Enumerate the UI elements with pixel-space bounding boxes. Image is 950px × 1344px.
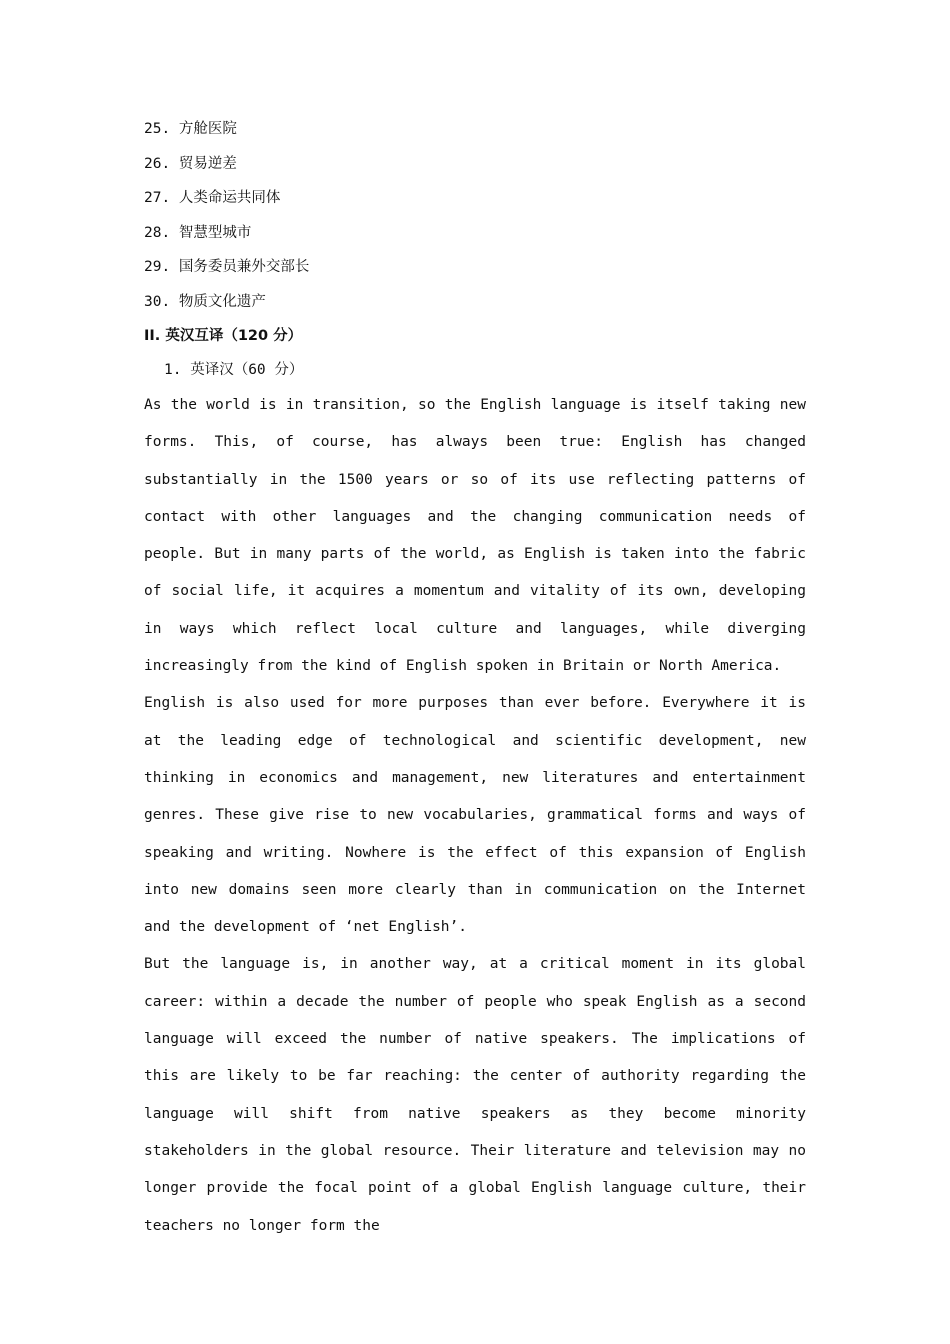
paragraph-1: As the world is in transition, so the English language is itself taking new forms. This, of course, has always been true: English has changed substantially in the 1500 years or so of its use reflecting patterns of contact with other languages and the changing communication needs of people. But in many parts of the world, as English is taken into the fabric of social life, it acquires a momentum and vitality of its own, developing in ways which reflect local culture and languages, while diverging increasingly from the kind of English spoken in Britain or North America.	[144, 397, 806, 675]
term-item-27: 27. 人类命运共同体	[144, 190, 281, 206]
term-item-29: 29. 国务委员兼外交部长	[144, 259, 310, 275]
term-item-25: 25. 方舱医院	[144, 121, 237, 137]
sub-heading: 1. 英译汉（60 分）	[164, 362, 304, 378]
term-item-28: 28. 智慧型城市	[144, 224, 252, 241]
document-page	[144, 112, 806, 1245]
paragraph-2: English is also used for more purposes than ever before. Everywhere it is at the leading edge of technological and scientific development, new thinking in economics and management, new literatures and entertainment genres. These give rise to new vocabularies, grammatical forms and ways of speaking and writing. Nowhere is the effect of this expansion of English into new domains seen more clearly than in communication on the Internet and the development of ‘net English’.	[144, 695, 806, 936]
term-item-30: 30. 物质文化遗产	[144, 293, 266, 310]
term-item-26: 26. 贸易逆差	[144, 155, 237, 172]
paragraph-3: But the language is, in another way, at a critical moment in its global career: within a decade the number of people who speak English as a second language will exceed the number of native speakers. The implications of this are likely to be far reaching: the center of authority regarding the language will shift from native speakers as they become minority stakeholders in the global resource. Their literature and television may no longer provide the focal point of a global English language culture, their teachers no longer form the	[144, 956, 806, 1234]
section-heading: II. 英汉互译（120 分）	[144, 328, 303, 344]
